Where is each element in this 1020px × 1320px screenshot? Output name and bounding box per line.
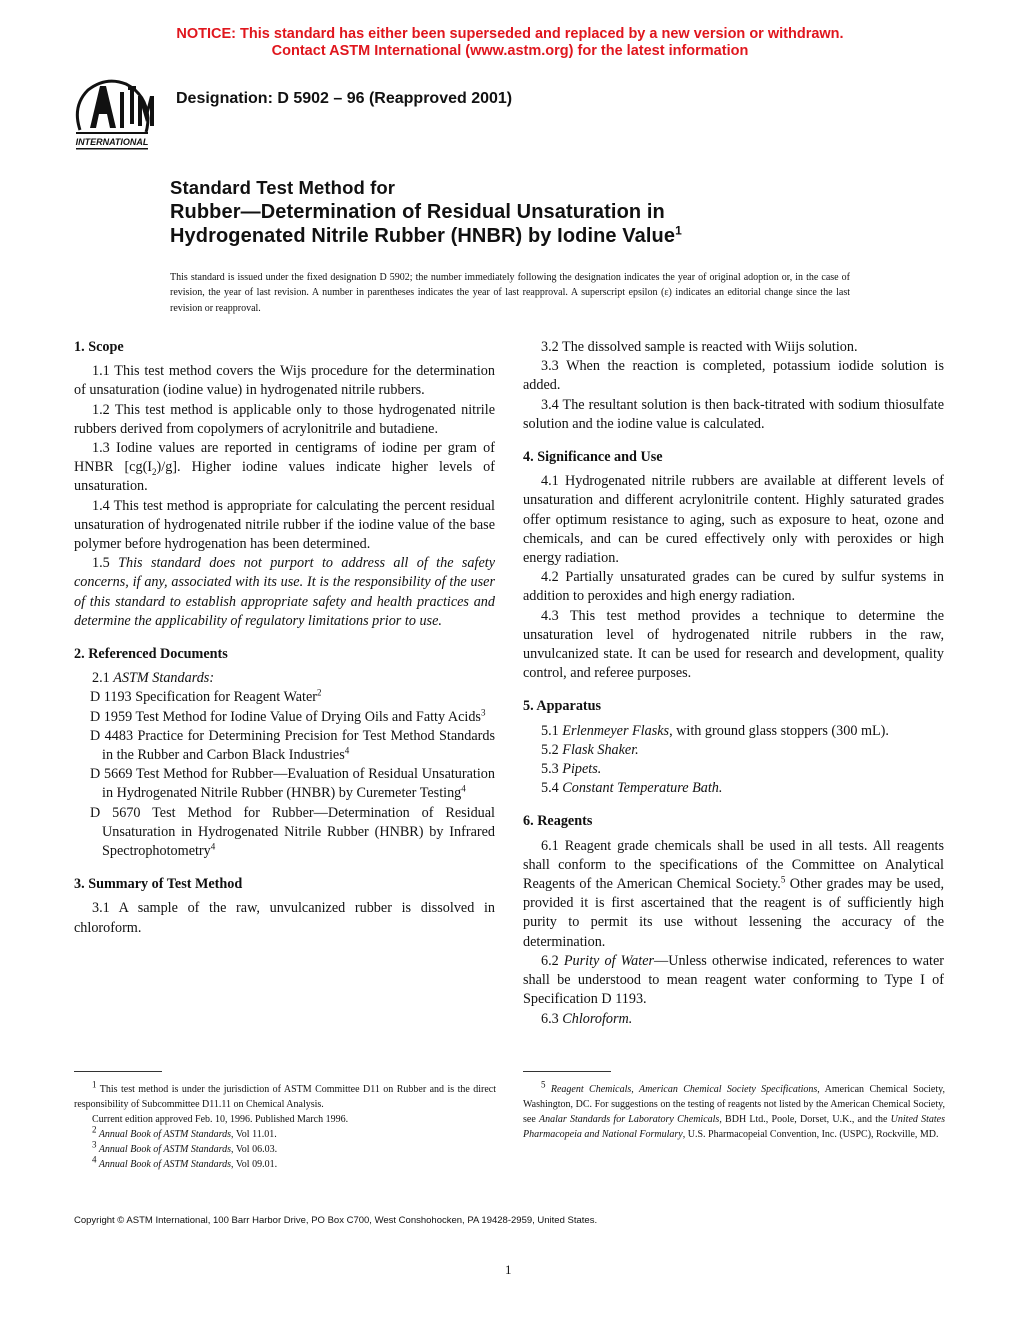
apparatus-item: 5.4 Constant Temperature Bath.	[541, 780, 723, 797]
section-scope-heading: 1. Scope	[74, 339, 124, 355]
footnote-5: $^5$ Reagent Chemicals, American Chemical Society Specifications, American Chemical Society, Washington, DC. For suggestions on the testing of reagents not listed by the American Chemical Society, see Analar Standards for Laboratory Chemicals, BDH Ltd., Poole, Dorset, U.K., and the United States Pharmacopeia and National Formulary, U.S. Pharmacopeial Convention, Inc. (USPC), Rockville, MD.	[523, 1079, 945, 1140]
title-footnote-mark: 1	[675, 223, 682, 238]
footnotes-left	[74, 1079, 496, 1172]
summary-3-4: 3.4 The resultant solution is then back-titrated with sodium thiosulfate solution and the iodine value is calculated.	[523, 396, 944, 432]
notice-line-2: Contact ASTM International (www.astm.org) for the latest information	[271, 43, 749, 59]
reagents-6-3: 6.3 Chloroform.	[541, 1010, 633, 1027]
referenced-2-1: 2.1 ASTM Standards:	[92, 670, 215, 687]
summary-3-1: 3.1 A sample of the raw, unvulcanized rubber is dissolved in chloroform.	[74, 900, 495, 936]
scope-1-4: 1.4 This test method is appropriate for calculating the percent residual unsaturation of hydrogenated nitrile rubber if the iodine value of the base polymer before hydrogenation has been determined.	[74, 497, 495, 553]
apparatus-item: 5.1 Erlenmeyer Flasks, with ground glass stoppers (300 mL).	[541, 722, 889, 739]
scope-1-2: 1.2 This test method is applicable only to those hydrogenated nitrile rubbers derived from copolymers of acrylonitrile and butadiene.	[74, 401, 495, 437]
logo-subtext: INTERNATIONAL	[75, 137, 149, 147]
issuance-note: This standard is issued under the fixed designation D 5902; the number immediately following the designation indicates the year of original adoption or, in the case of revision, the year of last revision. A number in parentheses indicates the year of last reapproval. A superscript epsilon (ε) indicates an editorial change since the last revision or reapproval.	[170, 272, 850, 314]
reference-item: D 5669 Test Method for Rubber—Evaluation of Residual Unsaturation in Hydrogenated Nitrile Rubber (HNBR) by Curemeter Testing$^4$	[90, 766, 495, 802]
reagents-6-2: 6.2 Purity of Water—Unless otherwise indicated, references to water shall be understood to mean reagent water conforming to Type I of Specification D 1193.	[523, 952, 945, 1008]
footnote-1-edition: Current edition approved Feb. 10, 1996. Published March 1996.	[92, 1114, 349, 1125]
footnote-rule-left	[74, 1071, 162, 1072]
summary-3-3: 3.3 When the reaction is completed, potassium iodide solution is added.	[523, 358, 944, 394]
astm-logo	[62, 76, 162, 154]
left-column	[74, 338, 495, 938]
reference-item: D 5670 Test Method for Rubber—Determination of Residual Unsaturation in Hydrogenated Nitrile Rubber (HNBR) by Infrared Spectrophotometry$^4$	[90, 804, 495, 860]
section-significance-heading: 4. Significance and Use	[523, 449, 663, 466]
reagents-6-1: 6.1 Reagent grade chemicals shall be used in all tests. All reagents shall conform to the specifications of the Committee on Analytical Reagents of the American Chemical Society.$^5$ Other grades may be used, provided it is first ascertained that the reagent is of sufficiently high purity to permit its use without lessening the accuracy of the determination.	[523, 837, 944, 950]
significance-4-2: 4.2 Partially unsaturated grades can be cured by sulfur systems in addition to peroxides and high energy radiation.	[523, 569, 944, 605]
reference-item: D 1193 Specification for Reagent Water$^2$	[90, 687, 322, 706]
scope-1-5: 1.5 This standard does not purport to address all of the safety concerns, if any, associated with its use. It is the responsibility of the user of this standard to establish appropriate safety and health practices and determine the applicability of regulatory limitations prior to use.	[74, 555, 495, 629]
reference-item: D 1959 Test Method for Iodine Value of Drying Oils and Fatty Acids$^3$	[90, 706, 486, 725]
document-title	[170, 176, 682, 248]
right-column	[523, 338, 944, 1029]
section-apparatus-heading: 5. Apparatus	[523, 698, 602, 715]
footnote-3: $^3$ Annual Book of ASTM Standards, Vol 06.03.	[92, 1139, 278, 1155]
notice-line-1: NOTICE: This standard has either been superseded and replaced by a new version or withdrawn.	[176, 26, 844, 42]
section-summary-heading: 3. Summary of Test Method	[74, 876, 243, 893]
significance-4-1: 4.1 Hydrogenated nitrile rubbers are available at different levels of unsaturation and different acrylonitrile content. Highly saturated grades offer optimum resistance to aging, such as exposure to heat, ozone and chemicals, and can be cured effectively only with peroxides or high energy radiation.	[523, 473, 944, 567]
footnote-1: $^1$ This test method is under the jurisdiction of ASTM Committee D11 on Rubber and is the direct responsibility of Subcommittee D11.11 on Chemical Analysis.	[74, 1079, 496, 1110]
footnote-4: $^4$ Annual Book of ASTM Standards, Vol 09.01.	[92, 1154, 278, 1170]
title-line-1: Standard Test Method for	[170, 177, 396, 198]
copyright-line: Copyright © ASTM International, 100 Barr Harbor Drive, PO Box C700, West Conshohocken, PA 19428-2959, United States.	[74, 1215, 598, 1226]
summary-3-2: 3.2 The dissolved sample is reacted with Wiijs solution.	[541, 339, 858, 355]
apparatus-item: 5.2 Flask Shaker.	[541, 741, 639, 758]
title-line-2: Rubber—Determination of Residual Unsaturation in	[170, 201, 665, 223]
page-number: 1	[505, 1262, 512, 1277]
scope-1-1: 1.1 This test method covers the Wijs procedure for the determination of unsaturation (iodine value) in hydrogenated nitrile rubbers.	[74, 363, 495, 399]
title-line-3: Hydrogenated Nitrile Rubber (HNBR) by Iodine Value$^1$	[170, 223, 682, 247]
scope-1-3: 1.3 Iodine values are reported in centigrams of iodine per gram of HNBR $[cg(I_2)/g]$. Higher iodine values indicate higher levels of unsaturation.	[74, 440, 495, 495]
apparatus-item: 5.3 Pipets.	[541, 761, 602, 778]
section-reagents-heading: 6. Reagents	[523, 813, 593, 830]
withdrawal-notice	[0, 26, 1020, 60]
reference-item: D 4483 Practice for Determining Precision for Test Method Standards in the Rubber and Carbon Black Industries$^4$	[90, 727, 495, 764]
footnotes-right	[523, 1079, 945, 1142]
footnote-2: $^2$ Annual Book of ASTM Standards, Vol 11.01.	[92, 1124, 277, 1140]
section-referenced-heading: 2. Referenced Documents	[74, 646, 228, 663]
designation: Designation: D 5902 – 96 (Reapproved 2001)	[176, 90, 513, 107]
significance-4-3: 4.3 This test method provides a technique to determine the unsaturation level of hydrogenated nitrile rubbers in the raw, unvulcanized state. It can be used for research and development, quality control, and referee purposes.	[523, 607, 944, 682]
footnote-rule-right	[523, 1071, 611, 1072]
